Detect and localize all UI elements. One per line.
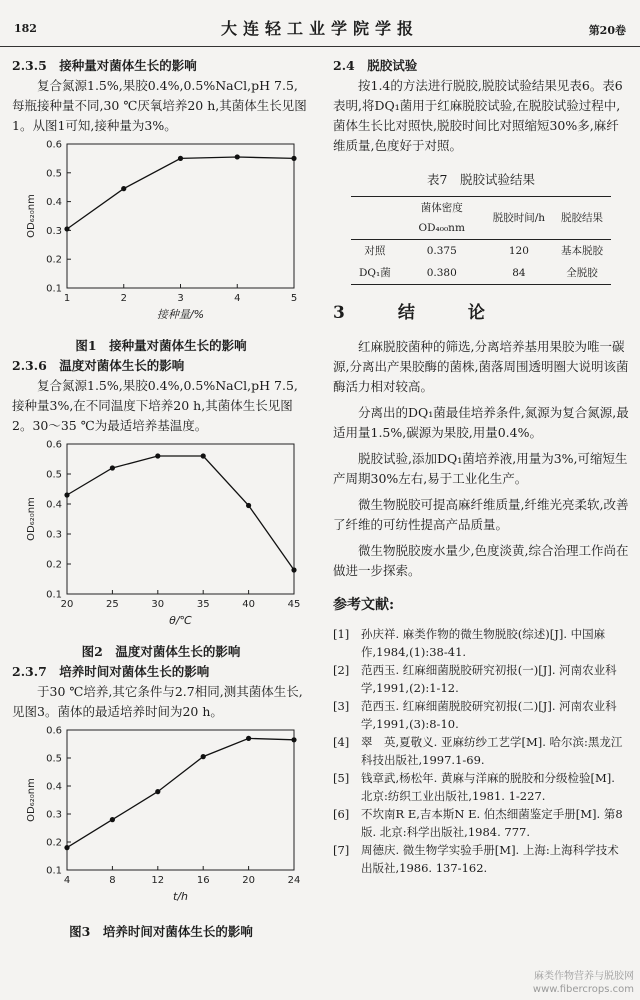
section-2-3-5-title: 2.3.5 接种量对菌体生长的影响	[12, 58, 197, 73]
reference-number: [2]	[333, 663, 350, 677]
table-7-header-cell: 菌体密度 OD₄₀₀nm	[418, 202, 465, 234]
x-tick-label: 20	[60, 599, 74, 610]
y-tick-label: 0.6	[46, 139, 62, 151]
section-2-3-6-title: 2.3.6 温度对菌体生长的影响	[12, 358, 185, 373]
x-tick-label: 40	[242, 599, 255, 610]
x-axis-label: t/h	[173, 890, 188, 903]
reference-item	[333, 697, 629, 733]
left-column	[12, 56, 310, 942]
y-tick-label: 0.3	[46, 809, 62, 821]
table-cell: 120	[508, 245, 529, 257]
x-tick-label: 8	[109, 875, 116, 886]
series-line	[67, 157, 294, 229]
reference-item	[333, 841, 629, 877]
data-point	[235, 154, 240, 159]
table-row	[351, 240, 611, 263]
y-axis-label: OD₆₂₀nm	[26, 778, 37, 822]
y-tick-label: 0.6	[46, 725, 62, 737]
section-2-3-5-body: 复合氮源1.5%,果胶0.4%,0.5%NaCl,pH 7.5,每瓶接种量不同,30 ℃厌氧培养20 h,其菌体生长见图1。从图1可知,接种量为3%。	[12, 78, 307, 133]
plot-frame	[67, 144, 294, 288]
figure-1-chart	[12, 136, 310, 326]
table-cell: 对照	[364, 245, 386, 257]
data-point	[155, 789, 160, 794]
figure-1-caption: 图1 接种量对菌体生长的影响	[75, 338, 247, 353]
y-tick-label: 0.4	[46, 781, 62, 793]
conclusion-heading: 3 结 论	[333, 303, 503, 323]
x-tick-label: 5	[290, 293, 298, 304]
data-point	[201, 453, 206, 458]
data-point	[110, 817, 115, 822]
reference-text: 范西玉. 红麻细菌脱胶研究初报(二)[J]. 河南农业科学,1991,(3):8-10.	[361, 699, 617, 731]
reference-number: [7]	[333, 843, 350, 857]
conclusion-paragraph: 分离出的DQ₁菌最佳培养条件,氮源为复合氮源,最适用量1.5%,碳源为果胶,用量0.4%。	[333, 405, 629, 440]
table-7-header-cell: 脱胶时间/h	[492, 212, 546, 224]
reference-text: 钱章武,杨松年. 黄麻与洋麻的脱胶和分级检验[M]. 北京:纺织工业出版社,1981. 1-227.	[361, 771, 615, 803]
reference-number: [5]	[333, 771, 350, 785]
conclusion-paragraph: 微生物脱胶废水量少,色度淡黄,综合治理工作尚在做进一步探索。	[333, 543, 629, 578]
y-tick-label: 0.5	[46, 168, 62, 180]
reference-number: [6]	[333, 807, 350, 821]
y-axis-label: OD₆₂₀nm	[26, 194, 37, 238]
conclusion-paragraph: 红麻脱胶菌种的筛选,分离培养基用果胶为唯一碳源,分离出产果胶酶的菌株,菌落周围透明圈大说明该菌酶活力相对较高。	[333, 339, 629, 394]
page-header	[0, 0, 640, 47]
reference-number: [3]	[333, 699, 350, 713]
table-row	[351, 262, 611, 285]
section-2-3-7-title: 2.3.7 培养时间对菌体生长的影响	[12, 664, 210, 679]
x-tick-label: 30	[151, 599, 165, 610]
x-tick-label: 16	[196, 875, 210, 886]
y-tick-label: 0.6	[46, 439, 62, 451]
figure-3-chart	[12, 722, 310, 908]
reference-item	[333, 661, 629, 697]
table-7-header-row	[351, 197, 611, 240]
volume-label: 第20卷	[588, 24, 626, 37]
section-2-4-body: 按1.4的方法进行脱胶,脱胶试验结果见表6。表6表明,将DQ₁菌用于红麻脱胶试验,在脱胶试验过程中,菌体生长比对照快,脱胶时间比对照缩短30%多,麻纤维质量,色度好于对照。	[333, 78, 623, 153]
conclusion-paragraph: 微生物脱胶可提高麻纤维质量,纤维光亮柔软,改善了纤维的可纺性提高产品质量。	[333, 497, 629, 532]
reference-text: 范西玉. 红麻细菌脱胶研究初报(一)[J]. 河南农业科学,1991,(2):1-12.	[361, 663, 617, 695]
y-axis-label: OD₆₂₀nm	[26, 497, 37, 541]
x-tick-label: 2	[120, 293, 127, 304]
plot-frame	[67, 730, 294, 870]
figure-2-caption: 图2 温度对菌体生长的影响	[81, 644, 241, 659]
watermark-line: 麻类作物营养与脱胶网	[534, 971, 634, 982]
table-7-header-cell: 脱胶结果	[561, 212, 604, 224]
x-tick-label: 25	[106, 599, 119, 610]
page-number: 182	[14, 22, 37, 35]
data-point	[291, 156, 296, 161]
data-point	[178, 156, 183, 161]
table-cell: 全脱胶	[566, 267, 598, 279]
data-point	[246, 503, 251, 508]
section-2-3-7-body: 于30 ℃培养,其它条件与2.7相同,测其菌体生长,见图3。菌体的最适培养时间为20 h。	[12, 684, 303, 719]
y-tick-label: 0.3	[46, 225, 62, 237]
data-point	[291, 567, 296, 572]
table-7-title: 表7 脱胶试验结果	[427, 172, 535, 187]
references-list	[333, 625, 629, 877]
data-point	[64, 845, 69, 850]
reference-item	[333, 805, 629, 841]
table-cell: 0.375	[426, 245, 457, 257]
series-line	[67, 738, 294, 847]
reference-number: [1]	[333, 627, 350, 641]
y-tick-label: 0.4	[46, 499, 62, 511]
y-tick-label: 0.4	[46, 197, 62, 209]
reference-text: 孙庆祥. 麻类作物的微生物脱胶(综述)[J]. 中国麻作,1984,(1):38-41.	[361, 627, 606, 659]
reference-item	[333, 625, 629, 661]
section-2-4-title: 2.4 脱胶试验	[333, 58, 418, 73]
x-tick-label: 1	[63, 293, 71, 304]
x-tick-label: 4	[234, 293, 241, 304]
table-cell: DQ₁菌	[358, 267, 391, 279]
section-2-3-6-body: 复合氮源1.5%,果胶0.4%,0.5%NaCl,pH 7.5,接种量3%,在不同温度下培养20 h,其菌体生长见图2。30～35 ℃为最适培养基温度。	[12, 378, 298, 433]
table-7	[351, 196, 611, 285]
x-tick-label: 24	[287, 875, 301, 886]
reference-number: [4]	[333, 735, 350, 749]
x-axis-label: 接种量/%	[156, 308, 205, 321]
data-point	[121, 186, 126, 191]
table-cell: 84	[512, 267, 526, 279]
x-tick-label: 45	[287, 599, 301, 610]
conclusion-paragraph: 脱胶试验,添加DQ₁菌培养液,用量为3%,可缩短生产周期30%左右,易于工业化生产。	[333, 451, 628, 486]
watermark	[533, 970, 634, 996]
table-7-header-cell	[351, 197, 399, 240]
x-tick-label: 3	[177, 293, 184, 304]
figure-3-caption: 图3 培养时间对菌体生长的影响	[69, 924, 253, 939]
reference-item	[333, 769, 629, 805]
data-point	[201, 754, 206, 759]
reference-item	[333, 733, 629, 769]
data-point	[155, 453, 160, 458]
series-line	[67, 456, 294, 570]
references-heading: 参考文献:	[333, 597, 395, 613]
figure-2-chart	[12, 436, 310, 632]
y-tick-label: 0.2	[46, 254, 62, 266]
data-point	[64, 492, 69, 497]
y-tick-label: 0.1	[46, 865, 62, 877]
reference-text: 翠 英,夏敬义. 亚麻纺纱工艺学[M]. 哈尔滨:黑龙江科技出版社,1997.1-69.	[361, 735, 623, 767]
x-tick-label: 4	[63, 875, 71, 886]
reference-text: 不坎南R E,吉本斯N E. 伯杰细菌鉴定手册[M]. 第8版. 北京:科学出版社,1984. 777.	[361, 807, 623, 839]
y-tick-label: 0.1	[46, 589, 62, 601]
data-point	[291, 737, 296, 742]
journal-title: 大连轻工业学院学报	[220, 19, 419, 38]
y-tick-label: 0.1	[46, 283, 62, 295]
x-tick-label: 35	[196, 599, 210, 610]
right-column	[333, 56, 629, 877]
x-tick-label: 12	[151, 875, 165, 886]
plot-frame	[67, 444, 294, 594]
table-cell: 0.380	[426, 267, 457, 279]
y-tick-label: 0.3	[46, 529, 62, 541]
y-tick-label: 0.5	[46, 469, 62, 481]
x-tick-label: 20	[242, 875, 255, 886]
x-axis-label: θ/℃	[169, 614, 192, 627]
y-tick-label: 0.5	[46, 753, 62, 765]
reference-text: 周德庆. 微生物学实验手册[M]. 上海:上海科学技术出版社,1986. 137-162.	[361, 843, 619, 875]
y-tick-label: 0.2	[46, 837, 62, 849]
data-point	[246, 736, 251, 741]
table-cell: 基本脱胶	[561, 245, 604, 257]
data-point	[110, 465, 115, 470]
data-point	[64, 226, 69, 231]
y-tick-label: 0.2	[46, 559, 62, 571]
watermark-line: www.fibercrops.com	[532, 984, 634, 995]
